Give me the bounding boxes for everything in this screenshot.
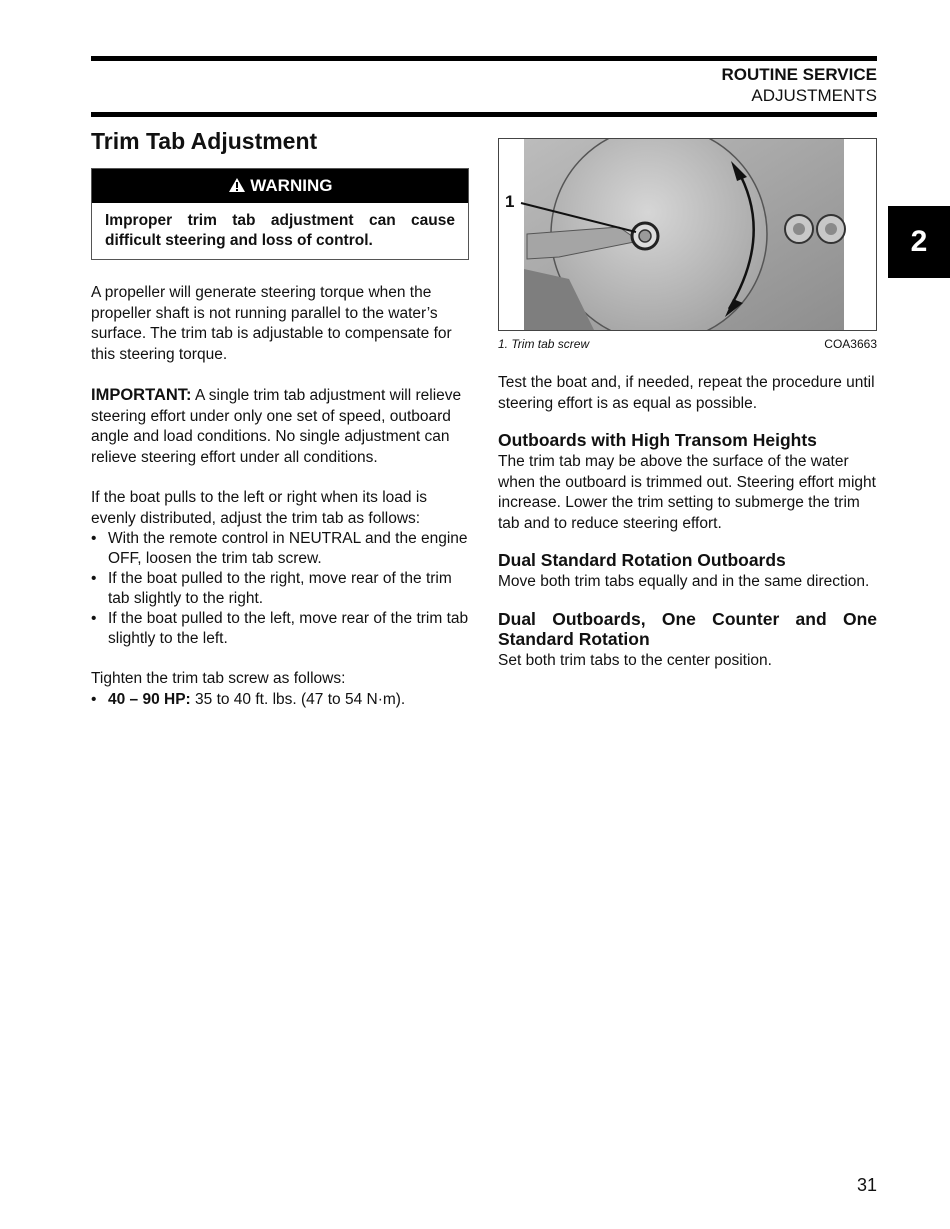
important-text: A single trim tab adjustment will relieve steering effort under only one set of speed, outboard angle and load conditions. No single adjustment can relieve steering effort under all conditions. xyxy=(91,387,462,466)
header-rule-bottom xyxy=(91,112,877,117)
list-item xyxy=(91,690,469,710)
list-item: • If the boat pulled to the right, move rear of the trim tab slightly to the right. xyxy=(91,569,469,609)
warning-triangle-icon xyxy=(228,177,246,193)
header-section-title: ROUTINE SERVICE xyxy=(721,65,877,84)
section-dual-counter xyxy=(498,609,877,672)
torque-label: 40 – 90 HP: xyxy=(108,690,191,708)
right-column xyxy=(498,138,877,671)
chapter-tab xyxy=(888,206,950,278)
section-heading: Dual Standard Rotation Outboards xyxy=(498,550,786,570)
list-item: • With the remote control in NEUTRAL and the engine OFF, loosen the trim tab screw. xyxy=(91,529,469,569)
figure-caption xyxy=(498,337,877,351)
page-title: Trim Tab Adjustment xyxy=(91,128,318,154)
section-text: The trim tab may be above the surface of the water when the outboard is trimmed out. Steering effort might increase. Lower the trim setting to submerge the trim tab and to reduce steering effort. xyxy=(498,453,876,532)
section-heading: Dual Outboards, One Counter and One Standard Rotation xyxy=(498,608,877,649)
header-rule-top xyxy=(91,56,877,61)
test-paragraph: Test the boat and, if needed, repeat the procedure until steering effort is as equal as possible. xyxy=(498,374,875,412)
warning-text: Improper trim tab adjustment can cause difficult steering and loss of control. xyxy=(105,212,455,249)
section-heading: Outboards with High Transom Heights xyxy=(498,430,817,450)
pulls-intro: If the boat pulls to the left or right when its load is evenly distributed, adjust the trim tab as follows: xyxy=(91,489,428,527)
section-text: Set both trim tabs to the center position. xyxy=(498,651,772,669)
list-item: • If the boat pulled to the left, move rear of the trim tab slightly to the left. xyxy=(91,609,469,649)
warning-box xyxy=(91,168,469,260)
figure-code: COA3663 xyxy=(824,337,877,351)
section-high-transom xyxy=(498,430,877,534)
figure-callout: 1 xyxy=(505,192,515,211)
torque-list xyxy=(91,690,469,710)
intro-paragraph: A propeller will generate steering torque when the propeller shaft is not running parallel to the water’s surface. The trim tab is adjustable to compensate for this steering torque. xyxy=(91,284,452,363)
section-text: Move both trim tabs equally and in the same direction. xyxy=(498,573,870,590)
figure-caption-label: 1. Trim tab screw xyxy=(498,337,590,351)
trim-tab-photo xyxy=(499,139,876,330)
header-subsection-title: ADJUSTMENTS xyxy=(751,86,877,105)
section-dual-standard xyxy=(498,550,877,593)
page-number: 31 xyxy=(856,1175,877,1195)
important-label: IMPORTANT: xyxy=(91,386,192,404)
steps-list xyxy=(91,529,469,649)
torque-value: 35 to 40 ft. lbs. (47 to 54 N·m). xyxy=(190,690,406,708)
warning-label: WARNING xyxy=(250,176,333,195)
important-paragraph xyxy=(91,385,469,468)
warning-header xyxy=(92,169,468,203)
trim-tab-figure xyxy=(498,138,877,331)
tighten-intro: Tighten the trim tab screw as follows: xyxy=(91,670,346,687)
chapter-number: 2 xyxy=(910,225,928,258)
left-column xyxy=(91,128,469,710)
